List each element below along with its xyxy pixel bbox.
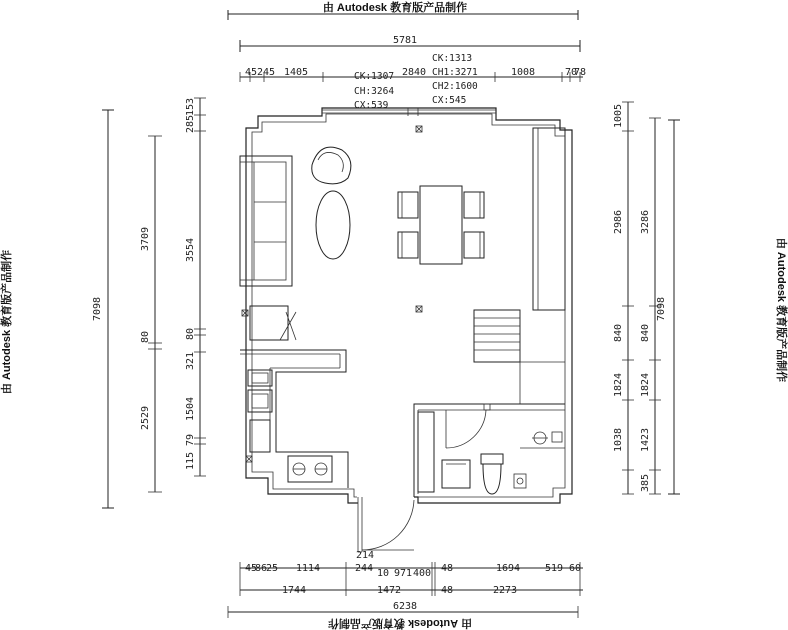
dim-left-seg: 79 (185, 433, 196, 447)
dim-right-outer: 7098 (656, 296, 667, 322)
dim-right-mid (640, 210, 651, 492)
note-line: CH:3264 (354, 86, 395, 97)
dim-bottom-seg: 48 (440, 563, 454, 574)
dim-bottom-seg: 86 (254, 563, 268, 574)
dim-right-seg: 1423 (640, 427, 651, 453)
side-cabinet (250, 306, 296, 340)
note-line: CX:539 (354, 100, 389, 111)
dim-left-inner: 80 (140, 330, 151, 344)
dim-top-seg: 1008 (510, 67, 536, 78)
dining-table (420, 186, 462, 264)
top-window (322, 108, 496, 116)
note-line: CH2:1600 (432, 81, 478, 92)
dim-top-seg: 245 (256, 67, 276, 78)
window-note-right (432, 53, 478, 106)
toilet (481, 454, 503, 494)
dim-bottom-seg: 45 (244, 563, 258, 574)
dim-right-seg: 3286 (640, 209, 651, 235)
bath-sink (442, 460, 470, 488)
kitchen-light (246, 456, 252, 462)
dim-bottom-seg: 519 (544, 563, 564, 574)
dim-top-seg: 70 (564, 67, 578, 78)
bathroom-walls (414, 404, 565, 497)
dim-left-seg: 321 (185, 351, 196, 371)
entrance-door (358, 497, 414, 552)
fridge (250, 420, 270, 452)
dim-bottom-seg: 48 (440, 585, 454, 596)
dim-bottom-seg: 10 (376, 568, 390, 579)
watermark-top: 由 Autodesk 教育版产品制作 (322, 2, 468, 14)
coffee-table (316, 191, 350, 259)
sofa (240, 156, 292, 286)
note-line: CK:1307 (354, 71, 395, 82)
dim-right-seg: 840 (613, 323, 624, 343)
watermark-right: 由 Autodesk 教育版产品制作 (775, 237, 787, 383)
note-line: CK:1313 (432, 53, 473, 64)
dim-left-seg: 80 (185, 327, 196, 341)
note-line: CX:545 (432, 95, 467, 106)
dim-right-seg: 2986 (613, 209, 624, 235)
dim-left-seg: 1504 (185, 396, 196, 422)
dim-left-seg: 3554 (185, 237, 196, 263)
dim-left-seg: 153 (185, 97, 196, 117)
outer-walls (246, 108, 572, 503)
right-dimension-lines (622, 102, 680, 494)
dim-bottom-overall: 6238 (392, 601, 418, 612)
dim-bottom-seg: 400 (412, 568, 432, 579)
armchair (312, 147, 351, 184)
dim-left-inner: 2529 (140, 405, 151, 431)
dim-top-seg: 45 (244, 67, 258, 78)
shower (520, 432, 565, 448)
window-note-left (354, 71, 394, 111)
dim-left-outer: 7098 (92, 296, 103, 322)
dim-right-seg: 1038 (613, 427, 624, 453)
dim-bottom-row1 (245, 550, 581, 579)
dim-bottom-seg: 971 (393, 568, 413, 579)
dim-top-overall: 5781 (392, 35, 418, 46)
dim-bottom-seg: 214 (355, 550, 375, 561)
dim-right-seg: 385 (640, 473, 651, 493)
stairs (474, 310, 565, 404)
dim-right-seg: 1824 (640, 372, 651, 398)
dining-chairs (398, 192, 484, 258)
bath-fixture (514, 474, 526, 488)
dim-bottom-seg: 244 (354, 563, 374, 574)
dim-bottom-seg: 1744 (281, 585, 307, 596)
dim-bottom-seg: 60 (568, 563, 582, 574)
stove (288, 456, 332, 482)
dim-left-detail (185, 98, 196, 470)
dim-top-segments (245, 67, 586, 78)
dim-bottom-seg: 2273 (492, 585, 518, 596)
watermark-left: 由 Autodesk 教育版产品制作 (1, 249, 13, 395)
watermark-bottom: 由 Autodesk 教育版产品制作 (327, 617, 473, 629)
dim-right-seg: 840 (640, 323, 651, 343)
dim-left-seg: 285 (185, 114, 196, 134)
dim-left-inner: 3709 (140, 226, 151, 252)
dim-top-seg: 78 (573, 67, 587, 78)
dim-left-seg: 115 (185, 451, 196, 471)
dim-right-seg: 1005 (613, 103, 624, 129)
light-markers (242, 126, 422, 316)
dim-top-seg: 1405 (283, 67, 309, 78)
dim-bottom-seg: 25 (265, 563, 279, 574)
bathroom-door (446, 404, 490, 448)
dim-bottom-seg: 1694 (495, 563, 521, 574)
dim-top-seg: 2840 (401, 67, 427, 78)
note-line: CH1:3271 (432, 67, 478, 78)
wall-cabinet (533, 128, 565, 310)
dim-bottom-seg: 1472 (376, 585, 402, 596)
dim-right-seg: 1824 (613, 372, 624, 398)
dim-bottom-seg: 1114 (295, 563, 321, 574)
